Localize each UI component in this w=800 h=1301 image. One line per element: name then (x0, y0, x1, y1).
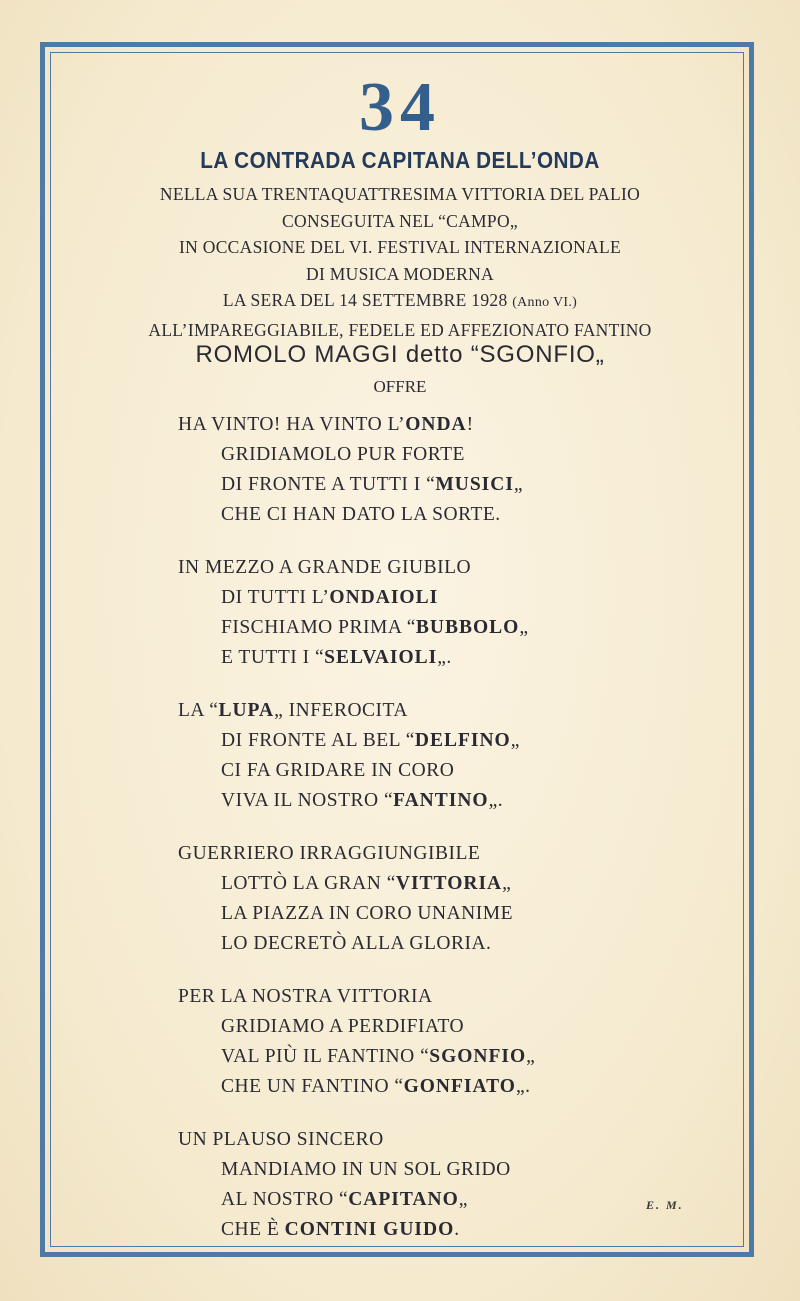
text: „ (458, 1189, 468, 1210)
poem-line (178, 869, 738, 899)
text: FISCHIAMO PRIMA “ (221, 617, 416, 638)
intro-line (0, 287, 800, 317)
text: LOTTÒ LA GRAN “ (221, 873, 396, 894)
intro-line: CONSEGUITA NEL “CAMPO„ (282, 210, 518, 231)
text: CHE UN FANTINO “ (221, 1076, 404, 1097)
text: DI FRONTE A TUTTI I “ (221, 474, 436, 495)
poem-line (178, 696, 738, 726)
text: „ (526, 1046, 536, 1067)
emphasis: DELFINO (414, 730, 511, 751)
text: ! (466, 414, 474, 435)
text: DI TUTTI L’ (221, 587, 330, 608)
offre-label: OFFRE (373, 377, 427, 396)
intro-line: ALL’IMPAREGGIABILE, FEDELE ED AFFEZIONATO FANTINO (148, 319, 652, 340)
stanza-3 (178, 696, 738, 816)
poem-line: LA PIAZZA IN CORO UNANIME (221, 903, 513, 924)
text: „. (515, 1076, 531, 1097)
text: AL NOSTRO “ (221, 1189, 349, 1210)
text: „ (519, 617, 529, 638)
poem-line: PER LA NOSTRA VITTORIA (178, 986, 433, 1007)
text: HA VINTO! HA VINTO L’ (178, 414, 406, 435)
poem-line (178, 410, 738, 440)
author-initials: E. M. (646, 1198, 684, 1212)
emphasis: MUSICI (435, 474, 514, 495)
intro-line: NELLA SUA TRENTAQUATTRESIMA VITTORIA DEL PALIO (159, 184, 641, 204)
text: LA “ (178, 700, 219, 721)
poem-line (178, 643, 738, 673)
stanza-4 (178, 839, 738, 959)
poem-line (178, 1215, 738, 1245)
emphasis: VITTORIA (395, 873, 503, 894)
poem-line: IN MEZZO A GRANDE GIUBILO (178, 557, 472, 578)
text: „ (513, 474, 524, 495)
intro-line: IN OCCASIONE DEL VI. FESTIVAL INTERNAZIONALE (179, 237, 621, 257)
poem-line (178, 726, 738, 756)
poem-line: MANDIAMO IN UN SOL GRIDO (221, 1159, 511, 1180)
emphasis: GONFIATO (403, 1076, 516, 1097)
emphasis: ONDAIOLI (329, 587, 439, 608)
poem-line: LO DECRETÒ ALLA GLORIA. (221, 933, 492, 954)
emphasis: LUPA (218, 700, 275, 721)
text: VAL PIÙ IL FANTINO “ (221, 1046, 430, 1067)
poem-line (178, 583, 738, 613)
emphasis: SGONFIO (429, 1046, 527, 1067)
text: „. (437, 647, 452, 668)
victory-number: 34 (359, 69, 441, 146)
emphasis: ONDA (405, 414, 467, 435)
text: E TUTTI I “ (221, 647, 325, 668)
intro-line: DI MUSICA MODERNA (306, 263, 494, 284)
poem-line (178, 470, 738, 500)
poem-line: CI FA GRIDARE IN CORO (221, 760, 455, 781)
text: . (454, 1219, 460, 1240)
poem (178, 410, 738, 1268)
poem-line (178, 1042, 738, 1072)
intro-text (0, 181, 800, 343)
text: „. (488, 790, 504, 811)
poem-line: CHE CI HAN DATO LA SORTE. (221, 504, 501, 525)
intro-date: LA SERA DEL 14 SETTEMBRE 1928 (222, 290, 513, 310)
text: CHE È (221, 1219, 285, 1240)
emphasis: SELVAIOLI (324, 647, 438, 668)
text: VIVA IL NOSTRO “ (221, 790, 394, 811)
poem-line (178, 786, 738, 816)
text: DI FRONTE AL BEL “ (221, 730, 415, 751)
page-title: LA CONTRADA CAPITANA DELL’ONDA (200, 147, 600, 173)
poem-line (178, 1072, 738, 1102)
poem-line: GRIDIAMO A PERDIFIATO (221, 1016, 465, 1037)
emphasis: FANTINO (393, 790, 489, 811)
emphasis: CAPITANO (348, 1189, 459, 1210)
poem-line: GRIDIAMOLO PUR FORTE (221, 444, 465, 465)
poem-line (178, 613, 738, 643)
poem-line: UN PLAUSO SINCERO (178, 1129, 384, 1150)
text: „ INFEROCITA (274, 700, 408, 721)
poem-line: GUERRIERO IRRAGGIUNGIBILE (178, 843, 481, 864)
stanza-5 (178, 982, 738, 1102)
dedicatee-name: ROMOLO MAGGI detto “SGONFIO„ (195, 341, 605, 368)
text: „ (510, 730, 520, 751)
emphasis: BUBBOLO (415, 617, 520, 638)
stanza-2 (178, 553, 738, 673)
stanza-6 (178, 1125, 738, 1245)
stanza-1 (178, 410, 738, 530)
emphasis: CONTINI GUIDO (284, 1219, 455, 1240)
intro-year: (Anno VI.) (512, 295, 578, 310)
text: „ (502, 873, 512, 894)
